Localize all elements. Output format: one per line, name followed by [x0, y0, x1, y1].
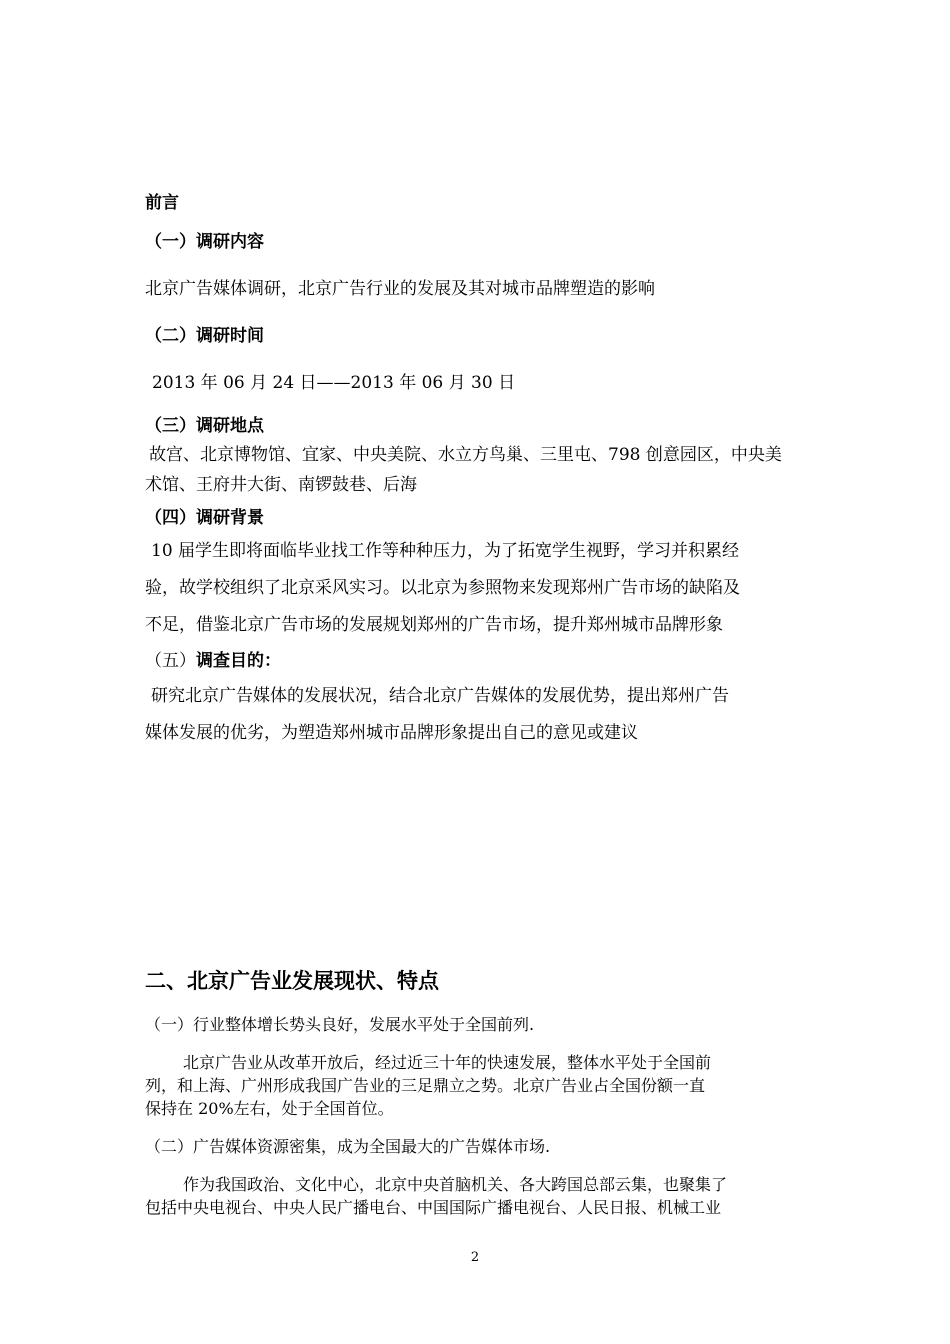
- research-location-line-2: 术馆、王府井大街、南锣鼓巷、后海: [145, 475, 417, 495]
- section-2-title: 二、北京广告业发展现状、特点: [145, 968, 439, 993]
- research-background-line-2: 验，故学校组织了北京采风实习。以北京为参照物来发现郑州广告市场的缺陷及: [145, 578, 740, 598]
- section-2-paragraph-1-line-2: 列，和上海、广州形成我国广告业的三足鼎立之势。北京广告业占全国份额一直: [145, 1076, 706, 1095]
- preface-title: 前言: [145, 193, 179, 213]
- page-number: 2: [470, 1250, 480, 1265]
- section-heading-research-content: （一）调研内容: [145, 232, 264, 252]
- section-heading-research-location: （三）调研地点: [145, 416, 264, 436]
- section-2-paragraph-1-line-3: 保持在 20%左右，处于全国首位。: [145, 1099, 394, 1118]
- section-heading-research-background: （四）调研背景: [145, 508, 264, 528]
- survey-purpose-prefix: （五）: [145, 651, 196, 671]
- section-2-paragraph-2-line-1: 作为我国政治、文化中心，北京中央首脑机关、各大跨国总部云集，也聚集了: [183, 1175, 728, 1194]
- survey-purpose-line-2: 媒体发展的优劣，为塑造郑州城市品牌形象提出自己的意见或建议: [145, 723, 638, 743]
- research-background-line-1: 10 届学生即将面临毕业找工作等种种压力，为了拓宽学生视野，学习并积累经: [151, 541, 740, 561]
- section-2-paragraph-1-line-1: 北京广告业从改革开放后，经过近三十年的快速发展，整体水平处于全国前: [183, 1053, 712, 1072]
- section-heading-research-time: （二）调研时间: [145, 326, 264, 346]
- research-content-text: 北京广告媒体调研，北京广告行业的发展及其对城市品牌塑造的影响: [145, 279, 655, 299]
- survey-purpose-line-1: 研究北京广告媒体的发展状况，结合北京广告媒体的发展优势，提出郑州广告: [151, 686, 729, 706]
- research-time-text: 2013 年 06 月 24 日——2013 年 06 月 30 日: [152, 373, 516, 393]
- research-location-line-1: 故宫、北京博物馆、宜家、中央美院、水立方鸟巢、三里屯、798 创意园区，中央美: [149, 445, 782, 465]
- section-2-paragraph-2-line-2: 包括中央电视台、中央人民广播电台、中国国际广播电视台、人民日报、机械工业: [145, 1198, 722, 1217]
- section-2-subheading-1: （一）行业整体增长势头良好，发展水平处于全国前列.: [145, 1015, 535, 1034]
- section-heading-survey-purpose: [145, 646, 281, 671]
- research-background-line-3: 不足，借鉴北京广告市场的发展规划郑州的广告市场，提升郑州城市品牌形象: [145, 615, 723, 635]
- section-2-subheading-2: （二）广告媒体资源密集，成为全国最大的广告媒体市场.: [145, 1137, 551, 1156]
- survey-purpose-label: 调查目的：: [196, 651, 281, 671]
